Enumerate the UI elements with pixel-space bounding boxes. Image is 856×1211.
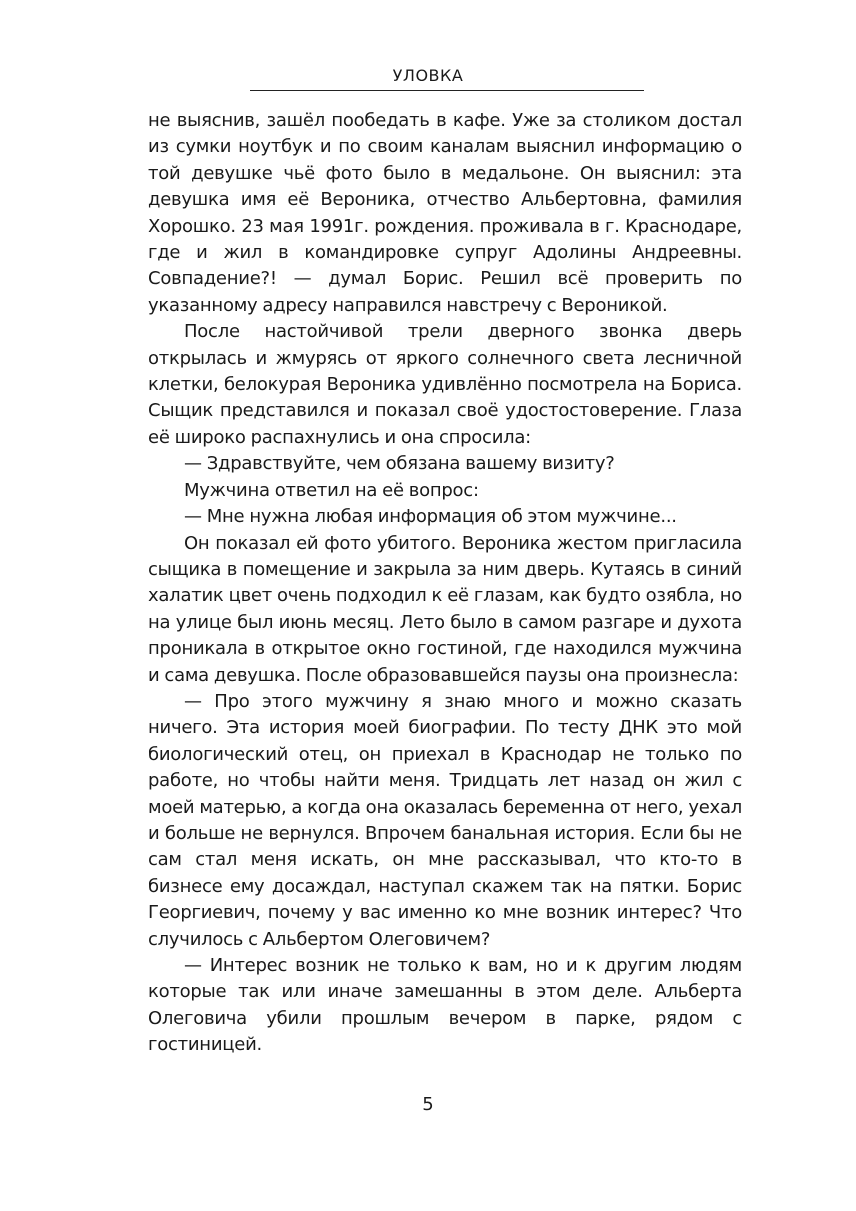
- paragraph-5: — Мне нужна любая информация об этом мужчине...: [184, 506, 677, 528]
- paragraph-1: не выяснив, зашёл пообедать в кафе. Уже за столиком достал из сумки ноутбук и по своим каналам выяснил информацию о той девушке чьё фото было в медальоне. Он выяснил: эта девушка имя её Вероника, отчество Альбертовна, фамилия Хорошко. 23 мая 1991г. рождения. проживала в г. Краснодаре, где и жил в командировке супруг Адолины Андреевны. Совпадение?! — думал Борис. Решил всё проверить по указанному адресу направился навстречу с Вероникой.: [148, 110, 742, 316]
- paragraph-6: Он показал ей фото убитого. Вероника жестом пригласила сыщика в помещение и закрыла за ним дверь. Кутаясь в синий халатик цвет очень подходил к её глазам, как будто озябла, но на улице был июнь месяц. Лето было в самом разгаре и духота проникала в открытое окно гостиной, где находился мужчина и сама девушка. После образовавшейся паузы она произнесла:: [148, 532, 742, 686]
- page-number: 5: [422, 1094, 434, 1115]
- paragraph-8: — Интерес возник не только к вам, но и к другим людям которые так или иначе замешанны в этом деле. Альберта Олеговича убили прошлым вечером в парке, рядом с гостиницей.: [148, 955, 742, 1056]
- paragraph-4: Мужчина ответил на её вопрос:: [184, 479, 479, 501]
- paragraph-3: — Здравствуйте, чем обязана вашему визиту?: [184, 453, 615, 475]
- header-rule: [250, 90, 644, 91]
- body-text: [148, 108, 742, 1059]
- paragraph-7: — Про этого мужчину я знаю много и можно сказать ничего. Эта история моей биографии. По тесту ДНК это мой биологический отец, он приехал в Краснодар не только по работе, но чтобы найти меня. Тридцать лет назад он жил с моей матерью, а когда она оказалась беременна от него, уехал и больше не вернулся. Впрочем банальная история. Если бы не сам стал меня искать, он мне рассказывал, что кто-то в бизнесе ему досаждал, наступал скажем так на пятки. Борис Георгиевич, почему у вас именно ко мне возник интерес? Что случилось с Альбертом Олеговичем?: [148, 690, 742, 950]
- paragraph-2: После настойчивой трели дверного звонка дверь открылась и жмурясь от яркого солнечного света лесничной клетки, белокурая Вероника удивлённо посмотрела на Бориса. Сыщик представился и показал своё удостостоверение. Глаза её широко распахнулись и она спросила:: [148, 321, 742, 448]
- running-head: УЛОВКА: [392, 66, 464, 85]
